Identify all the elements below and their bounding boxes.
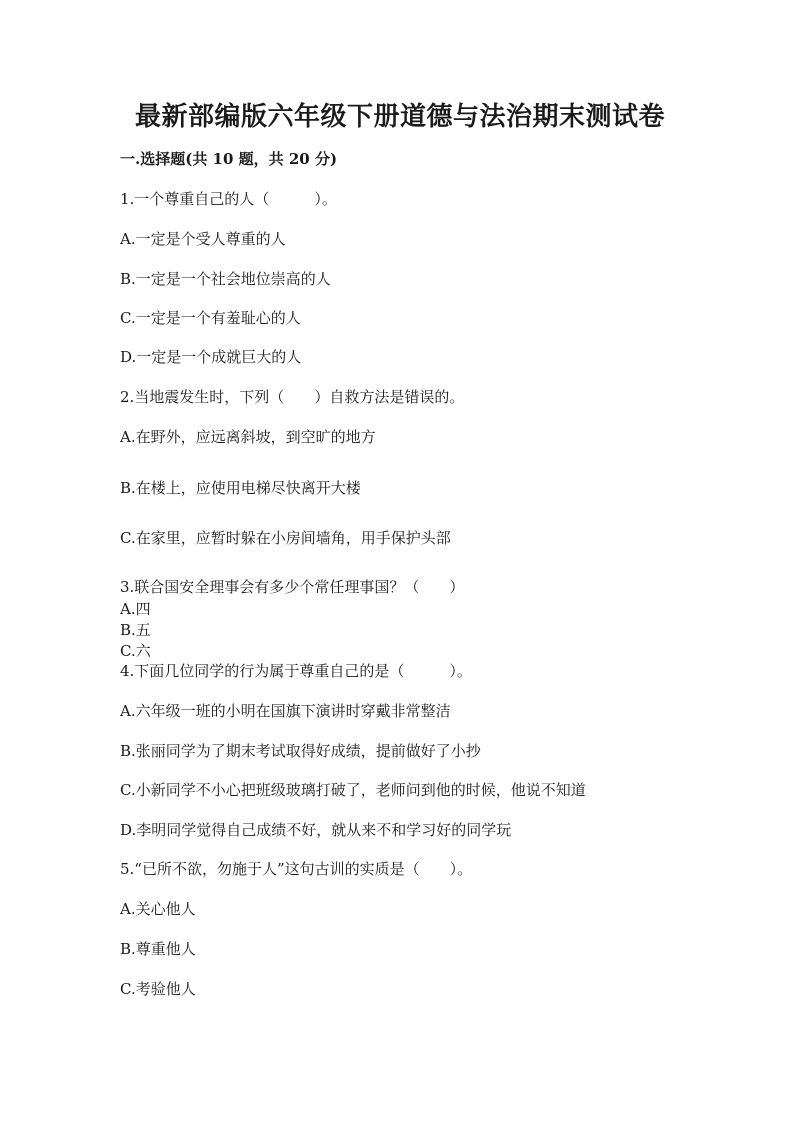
question-1-option-c: C.一定是一个有羞耻心的人 — [120, 309, 301, 327]
question-4-option-d: D.李明同学觉得自己成绩不好，就从来不和学习好的同学玩 — [120, 821, 512, 839]
question-1-stem: 1.一个尊重自己的人（ ）。 — [120, 190, 337, 208]
question-3-option-b: B.五 — [120, 621, 151, 639]
exam-title: 最新部编版六年级下册道德与法治期末测试卷 — [134, 102, 665, 132]
question-1-option-b: B.一定是一个社会地位崇高的人 — [120, 270, 331, 288]
section-heading: 一.选择题(共 10 题，共 20 分) — [120, 150, 338, 168]
question-3-stem: 3.联合国安全理事会有多少个常任理事国？（ ） — [120, 578, 465, 596]
question-4-option-c: C.小新同学不小心把班级玻璃打破了，老师问到他的时候，他说不知道 — [120, 781, 586, 799]
question-4-option-a: A.六年级一班的小明在国旗下演讲时穿戴非常整洁 — [120, 702, 451, 720]
question-2-option-a: A.在野外，应远离斜坡，到空旷的地方 — [120, 428, 376, 446]
question-3-option-a: A.四 — [120, 600, 151, 618]
question-5-option-b: B.尊重他人 — [120, 940, 196, 958]
question-4-stem: 4.下面几位同学的行为属于尊重自己的是（ ）。 — [120, 662, 472, 680]
question-2-option-b: B.在楼上，应使用电梯尽快离开大楼 — [120, 479, 361, 497]
question-2-stem: 2.当地震发生时，下列（ ）自救方法是错误的。 — [120, 388, 465, 406]
question-5-option-a: A.关心他人 — [120, 900, 196, 918]
question-3-option-c: C.六 — [120, 642, 151, 660]
question-1-option-d: D.一定是一个成就巨大的人 — [120, 348, 302, 366]
question-4-option-b: B.张丽同学为了期末考试取得好成绩，提前做好了小抄 — [120, 742, 481, 760]
question-5-option-c: C.考验他人 — [120, 980, 196, 998]
question-5-stem: 5.“已所不欲，勿施于人”这句古训的实质是（ ）。 — [120, 860, 473, 878]
question-1-option-a: A.一定是个受人尊重的人 — [120, 230, 286, 248]
question-2-option-c: C.在家里，应暂时躲在小房间墙角，用手保护头部 — [120, 529, 451, 547]
